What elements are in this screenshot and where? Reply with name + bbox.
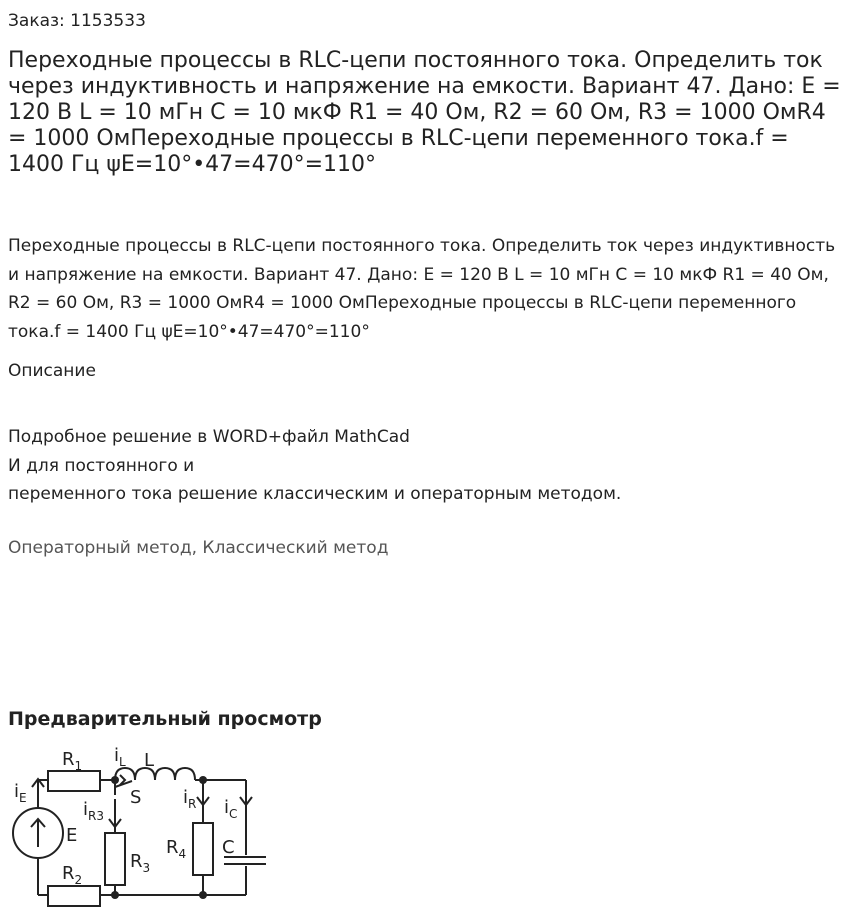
page-title: Переходные процессы в RLC-цепи постоянного тока. Определить ток через индуктивность и напряжение на емкости. Вариант 47. Дано: E = 120 В L = 10 мГн C = 10 мкФ R1 = 40 Ом, R2 = 60 Ом, R3 = 1000 ОмR4 = 1000 ОмПереходные процессы в RLC-цепи переменного тока.f = 1400 Гц ψE=10°•47=470°=110° xyxy=(8,48,841,177)
tags[interactable]: Операторный метод, Классический метод xyxy=(8,538,389,558)
resistor-r3 xyxy=(105,833,125,885)
label-c: C xyxy=(222,837,235,858)
junction-dot xyxy=(111,891,119,899)
circuit-diagram xyxy=(8,735,270,915)
label-ir3: $i_{R3}$ xyxy=(83,799,104,823)
junction-dot xyxy=(199,776,207,784)
order-number: Заказ: 1153533 xyxy=(8,11,146,31)
label-r3: $R_3$ xyxy=(130,851,151,875)
description-body xyxy=(8,423,842,509)
label-r2: $R_2$ xyxy=(62,863,83,887)
preview-heading: Предварительный просмотр xyxy=(8,708,322,730)
inductor-l xyxy=(115,768,195,780)
label-r4: $R_4$ xyxy=(166,837,187,861)
description-line: И для постоянного и xyxy=(8,455,195,476)
label-ie: $i_E$ xyxy=(14,781,27,805)
resistor-r2 xyxy=(48,886,100,906)
junction-dot xyxy=(111,776,119,784)
resistor-r1 xyxy=(48,771,100,791)
label-e: E xyxy=(66,825,78,846)
label-ic: $i_C$ xyxy=(224,797,238,821)
description-heading: Описание xyxy=(8,361,96,381)
label-ir: $i_R$ xyxy=(183,787,197,811)
label-r1: $R_1$ xyxy=(62,749,83,773)
label-il: $i_L$ xyxy=(114,745,126,769)
junction-dot xyxy=(199,891,207,899)
label-l: L xyxy=(144,750,155,771)
summary-text: Переходные процессы в RLC-цепи постоянного тока. Определить ток через индуктивность и напряжение на емкости. Вариант 47. Дано: E = 120 В L = 10 мГн C = 10 мкФ R1 = 40 Ом, R2 = 60 Ом, R3 = 1000 ОмR4 = 1000 ОмПереходные процессы в RLC-цепи переменного тока.f = 1400 Гц ψE=10°•47=470°=110° xyxy=(8,236,836,342)
resistor-r4 xyxy=(193,823,213,875)
description-line: переменного тока решение классическим и операторным методом. xyxy=(8,484,622,504)
label-s: S xyxy=(130,787,142,808)
description-line: Подробное решение в WORD+файл MathCad xyxy=(8,427,410,447)
